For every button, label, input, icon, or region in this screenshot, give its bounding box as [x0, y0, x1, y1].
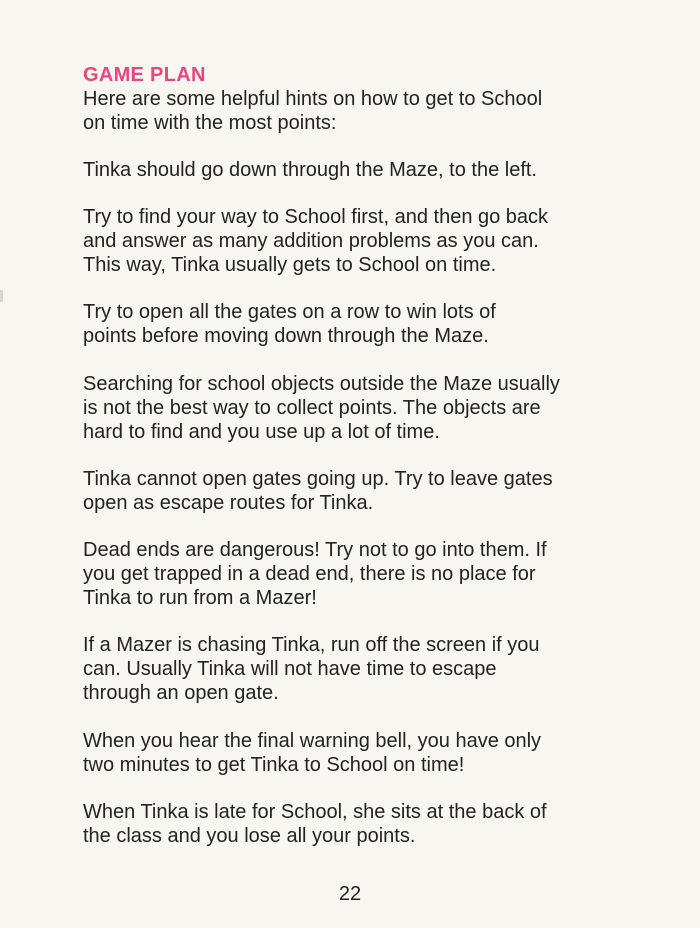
- hint-paragraph: When Tinka is late for School, she sits at the back of the class and you lose all your points.: [83, 801, 547, 847]
- page-number: 22: [338, 883, 362, 905]
- scan-mark: [0, 290, 3, 302]
- hint-paragraph: Dead ends are dangerous! Try not to go into them. If you get trapped in a dead end, there is no place for Tinka to run from a Mazer!: [83, 539, 547, 609]
- hint-paragraph: Tinka should go down through the Maze, to the left.: [83, 159, 537, 181]
- hint-paragraph: Searching for school objects outside the Maze usually is not the best way to collect points. The objects are hard to find and you use up a lot of time.: [83, 373, 560, 443]
- hint-paragraph: Try to find your way to School first, and then go back and answer as many addition problems as you can. This way, Tinka usually gets to School on time.: [83, 206, 549, 276]
- hint-paragraph: If a Mazer is chasing Tinka, run off the screen if you can. Usually Tinka will not have time to escape through an open gate.: [83, 634, 540, 704]
- hint-paragraph: When you hear the final warning bell, you have only two minutes to get Tinka to School on time!: [83, 730, 542, 776]
- section-heading: GAME PLAN: [83, 64, 206, 86]
- hint-paragraph: Tinka cannot open gates going up. Try to leave gates open as escape routes for Tinka.: [83, 468, 553, 514]
- intro-paragraph: Here are some helpful hints on how to get to School on time with the most points:: [83, 88, 543, 134]
- hint-paragraph: Try to open all the gates on a row to win lots of points before moving down through the Maze.: [83, 301, 496, 347]
